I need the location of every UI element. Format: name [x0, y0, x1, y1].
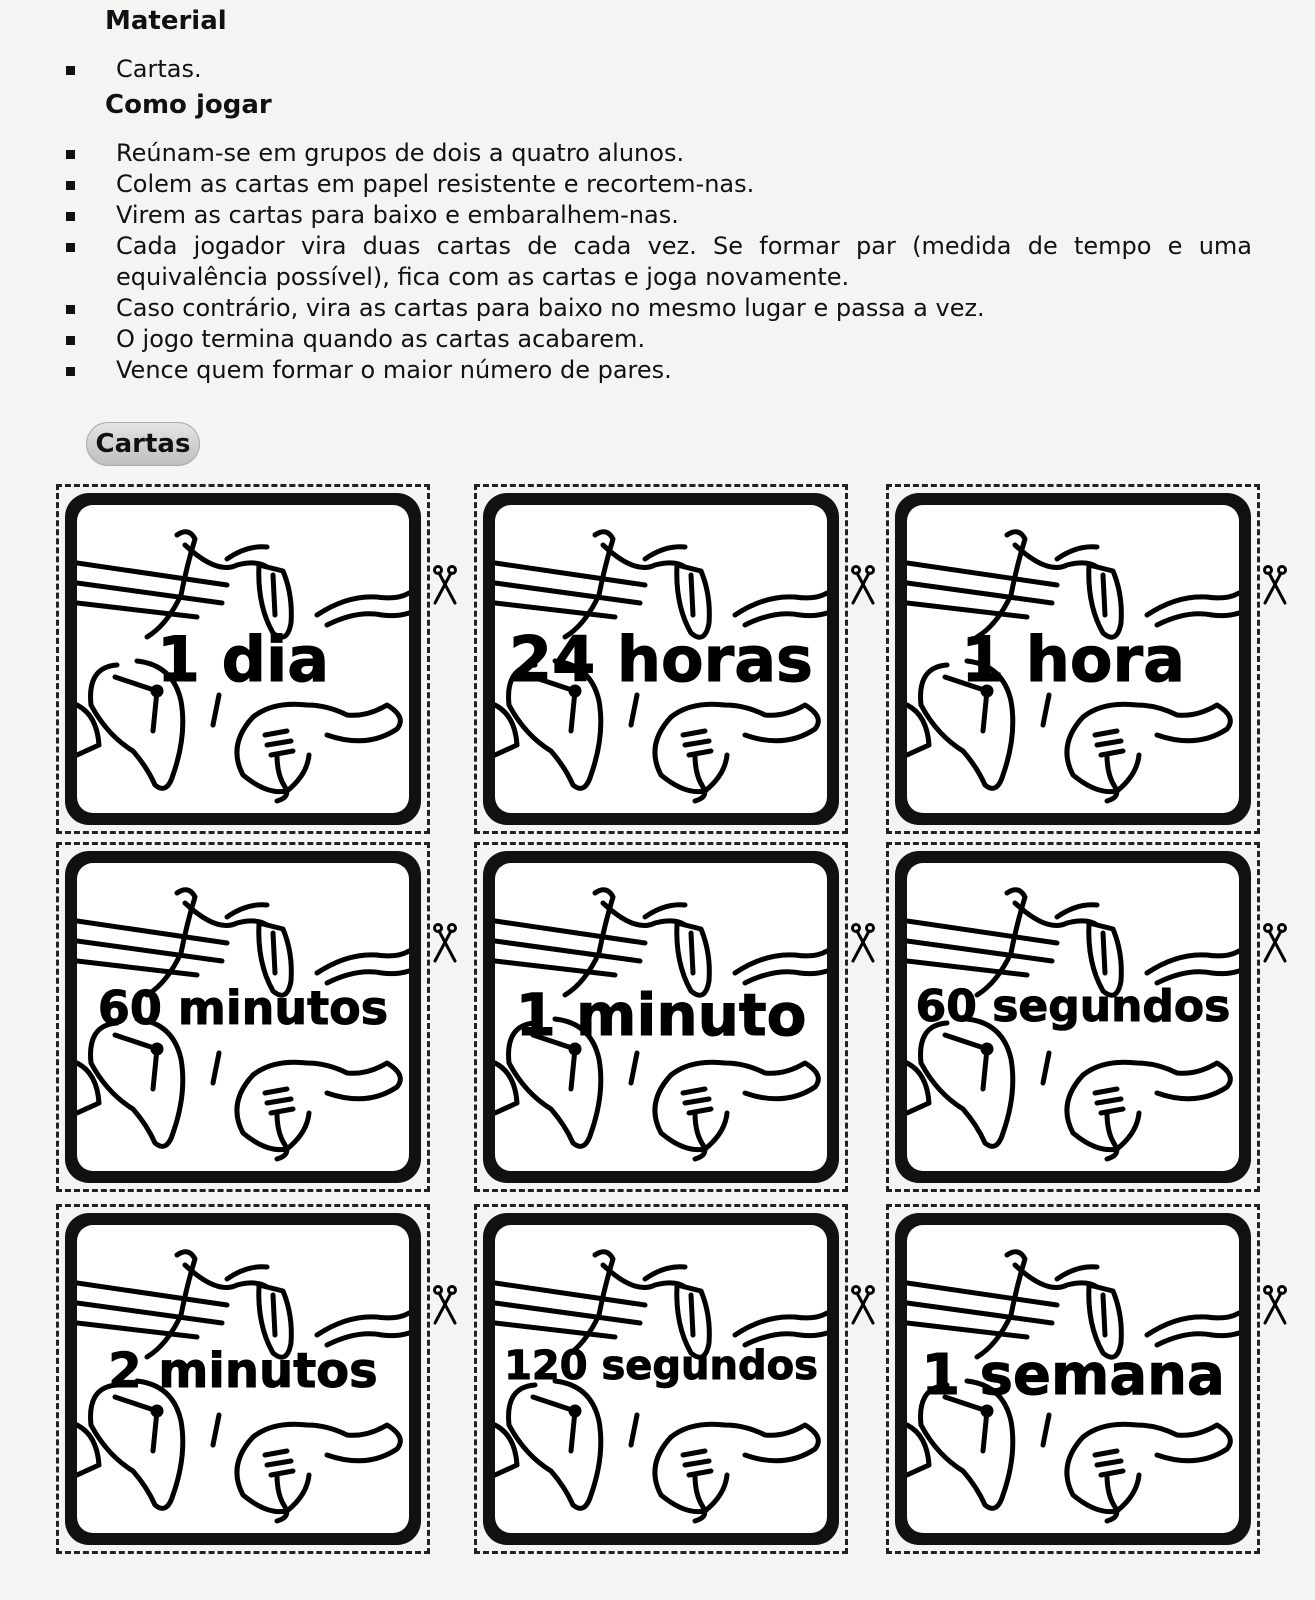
rule-item: O jogo termina quando as cartas acabarem.: [62, 324, 1252, 355]
scissors-icon: [1261, 1285, 1289, 1325]
rule-item: Reúnam-se em grupos de dois a quatro alunos.: [62, 138, 1252, 169]
scissors-icon: [431, 1285, 459, 1325]
card-label: 2 minutos: [108, 1343, 378, 1399]
card-label: 60 segundos: [915, 981, 1231, 1032]
rules-list: [62, 138, 1252, 386]
card-cell[interactable]: [886, 842, 1260, 1192]
scissors-icon: [849, 1285, 877, 1325]
game-card[interactable]: [895, 1213, 1251, 1545]
card-cell[interactable]: [886, 1204, 1260, 1554]
card-cell[interactable]: [56, 842, 430, 1192]
scissors-icon: [849, 565, 877, 605]
card-cell[interactable]: [474, 484, 848, 834]
card-face: [77, 863, 409, 1171]
game-card[interactable]: [483, 851, 839, 1183]
game-card[interactable]: [65, 493, 421, 825]
how-to-play-heading: Como jogar: [105, 90, 272, 120]
card-face: [495, 1225, 827, 1533]
card-cell[interactable]: [56, 484, 430, 834]
card-face: [907, 1225, 1239, 1533]
scissors-icon: [1261, 565, 1289, 605]
card-label: 120 segundos: [504, 1343, 818, 1389]
card-face: [495, 863, 827, 1171]
game-card[interactable]: [65, 851, 421, 1183]
rule-item: Virem as cartas para baixo e embaralhem-nas.: [62, 200, 1252, 231]
card-face: [907, 505, 1239, 813]
card-label: 1 hora: [961, 623, 1185, 696]
rule-item: Cada jogador vira duas cartas de cada vez. Se formar par (medida de tempo e uma equivalência possível), fica com as cartas e joga novamente.: [62, 231, 1252, 293]
rule-item: Caso contrário, vira as cartas para baixo no mesmo lugar e passa a vez.: [62, 293, 1252, 324]
rule-item: Vence quem formar o maior número de pares.: [62, 355, 1252, 386]
card-face: [495, 505, 827, 813]
scissors-icon: [431, 565, 459, 605]
card-label: 1 semana: [921, 1343, 1225, 1408]
game-card[interactable]: [483, 493, 839, 825]
card-label: 24 horas: [509, 623, 813, 696]
material-item: Cartas.: [62, 54, 202, 85]
card-cell[interactable]: [474, 842, 848, 1192]
game-card[interactable]: [483, 1213, 839, 1545]
scissors-icon: [1261, 923, 1289, 963]
card-label: 1 dia: [156, 623, 330, 696]
card-label: 1 minuto: [515, 981, 807, 1049]
material-list: [62, 54, 202, 85]
game-card[interactable]: [895, 851, 1251, 1183]
card-cell[interactable]: [886, 484, 1260, 834]
game-card[interactable]: [65, 1213, 421, 1545]
card-cell[interactable]: [474, 1204, 848, 1554]
card-label: 60 minutos: [97, 981, 389, 1035]
scissors-icon: [431, 923, 459, 963]
cards-section-label: Cartas: [86, 422, 200, 466]
game-card[interactable]: [895, 493, 1251, 825]
card-cell[interactable]: [56, 1204, 430, 1554]
card-face: [77, 505, 409, 813]
material-heading: Material: [105, 6, 227, 36]
rule-item: Colem as cartas em papel resistente e recortem-nas.: [62, 169, 1252, 200]
scissors-icon: [849, 923, 877, 963]
card-face: [907, 863, 1239, 1171]
card-face: [77, 1225, 409, 1533]
